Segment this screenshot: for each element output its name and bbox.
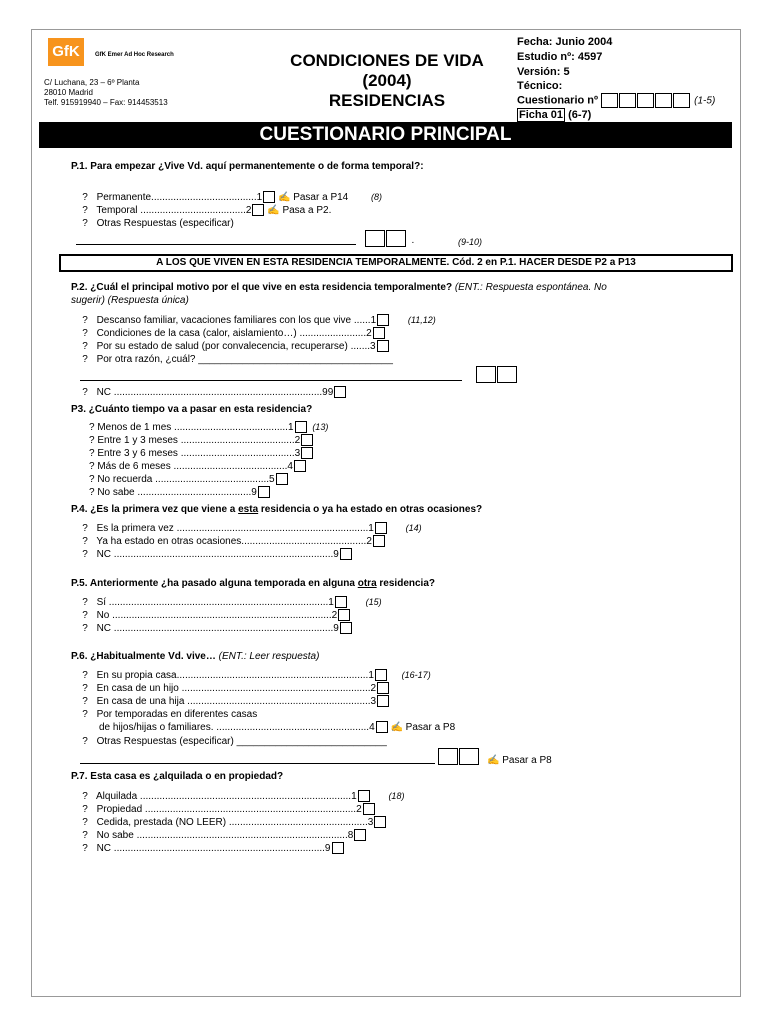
p4-checkbox-9[interactable]: [340, 548, 352, 560]
p2-checkbox-1[interactable]: [377, 314, 389, 326]
p2-option-2-label: Condiciones de la casa (calor, aislamiento…) ........................2: [96, 328, 372, 339]
p6-question-text: P.6. ¿Habitualmente Vd. vive…: [71, 651, 216, 662]
p3-option-4: [89, 460, 306, 473]
address-line-2: 28010 Madrid: [44, 88, 93, 97]
p7-option-2-label: Propiedad ............................................................................2: [96, 804, 362, 815]
p4-option-1: [79, 522, 422, 535]
p2-option-4-label: Por otra razón, ¿cuál? ___________________________________: [96, 354, 393, 365]
p6-other-line[interactable]: [80, 763, 435, 764]
p2-option-3: [79, 340, 389, 353]
bullet-mark: ?: [82, 354, 88, 365]
p1-code-box-1[interactable]: [365, 230, 385, 247]
p3-checkbox-1[interactable]: [295, 421, 307, 433]
p1-option-1: [79, 191, 382, 204]
p4-option-2: [79, 535, 385, 548]
p3-checkbox-4[interactable]: [294, 460, 306, 472]
p7-option-3-label: Cedida, prestada (NO LEER) ..................................................3: [96, 817, 374, 828]
p1-code-boxes: [365, 230, 414, 248]
p7-option-3: [79, 816, 386, 829]
p7-option-1-label: Alquilada ............................................................................1: [96, 791, 357, 802]
p5-checkbox-2[interactable]: [338, 609, 350, 621]
p6-code-box-1[interactable]: [438, 748, 458, 765]
p3-checkbox-5[interactable]: [276, 473, 288, 485]
bullet-mark: ?: [82, 610, 88, 621]
p3-option-1: [89, 421, 328, 434]
company-name: GfK Emer Ad Hoc Research: [95, 52, 174, 58]
p3-checkbox-3[interactable]: [301, 447, 313, 459]
bullet-mark: ?: [82, 817, 88, 828]
p7-option-5: [79, 842, 344, 855]
p6-question-note: (ENT.: Leer respuesta): [218, 651, 320, 662]
ficha-row: [517, 108, 591, 123]
p6-option-4-label: Por temporadas en diferentes casas: [96, 709, 258, 720]
cuestionario-box-5[interactable]: [673, 93, 690, 108]
p5-checkbox-9[interactable]: [340, 622, 352, 634]
p6-question: [71, 651, 319, 662]
p3-option-1-label: ? Menos de 1 mes .........................................1: [89, 422, 294, 433]
p2-option-5-label: NC ...........................................................................99: [96, 387, 334, 398]
p6-option-2-label: En casa de un hijo ....................................................................2: [96, 683, 377, 694]
cuestionario-code: (1-5): [694, 95, 716, 107]
p6-option-4-label-2: de hijos/hijas o familiares. .......................................................4: [99, 722, 375, 733]
cuestionario-box-2[interactable]: [619, 93, 636, 108]
bullet-mark: ?: [82, 804, 88, 815]
p2-code-boxes: [476, 366, 518, 384]
bullet-mark: ?: [82, 341, 88, 352]
ficha-code: (6-7): [568, 109, 592, 121]
p5-question-emphasis: otra: [357, 578, 377, 589]
p2-option-1-label: Descanso familiar, vacaciones familiares con los que vive ......1: [96, 315, 377, 326]
p2-option-5: [79, 386, 346, 399]
p7-code: (18): [388, 791, 405, 801]
p3-checkbox-9[interactable]: [258, 486, 270, 498]
tecnico: Técnico:: [517, 80, 563, 92]
p7-option-1: [79, 790, 404, 803]
p6-other-note: ✍ Pasar a P8: [487, 755, 552, 766]
p2-checkbox-3[interactable]: [377, 340, 389, 352]
p2-code: (11,12): [407, 315, 436, 325]
p4-code: (14): [405, 523, 422, 533]
p4-question-emphasis: esta: [238, 504, 259, 515]
p1-option-2: [79, 204, 331, 217]
p6-option-5-label: Otras Respuestas (especificar) ___________________________: [96, 736, 387, 747]
p5-question: [71, 578, 435, 589]
p1-option-2-label: Temporal ......................................2: [96, 205, 252, 216]
p6-option-1: [79, 669, 431, 682]
bullet-mark: ?: [82, 696, 88, 707]
bullet-mark: ?: [82, 387, 88, 398]
p7-checkbox-1[interactable]: [358, 790, 370, 802]
address-line-3: Telf. 915919940 – Fax: 914453513: [44, 98, 168, 107]
bullet-mark: ?: [82, 205, 88, 216]
version: Versión: 5: [517, 66, 570, 78]
p2-checkbox-99[interactable]: [334, 386, 346, 398]
p7-checkbox-3[interactable]: [374, 816, 386, 828]
p6-checkbox-1[interactable]: [375, 669, 387, 681]
p4-question-post: residencia o ya ha estado en otras ocasiones?: [258, 504, 483, 515]
p7-option-2: [79, 803, 375, 816]
p1-code: (8): [371, 192, 383, 202]
p5-option-1: [79, 596, 382, 609]
p3-option-2: [89, 434, 313, 447]
p6-code: (16-17): [401, 670, 431, 680]
p4-question: [71, 504, 482, 515]
section-banner: CUESTIONARIO PRINCIPAL: [39, 122, 732, 148]
bullet-mark: ?: [82, 218, 88, 229]
p1-code-box-2[interactable]: [386, 230, 406, 247]
bullet-mark: ?: [82, 843, 88, 854]
p2-code-box-2[interactable]: [497, 366, 517, 383]
p2-question-note: (ENT.: Respuesta espontánea. No: [454, 282, 607, 293]
p5-checkbox-1[interactable]: [335, 596, 347, 608]
p1-option-2-note: ✍ Pasa a P2.: [267, 205, 332, 216]
bullet-mark: ?: [82, 597, 88, 608]
p5-option-2: [79, 609, 350, 622]
p6-option-4-note: ✍ Pasar a P8: [390, 722, 456, 733]
p4-option-3: [79, 548, 352, 561]
p6-option-4-cont: [99, 721, 455, 734]
p6-option-4: [79, 708, 257, 721]
p4-question-pre: P.4. ¿Es la primera vez que viene a: [71, 504, 239, 515]
p1-option-1-label: Permanente......................................1: [96, 192, 263, 203]
p4-option-3-label: NC ...............................................................................9: [96, 549, 339, 560]
p4-checkbox-1[interactable]: [375, 522, 387, 534]
estudio: Estudio nº: 4597: [517, 51, 603, 63]
p1-line-code: (9-10): [458, 237, 483, 247]
doc-title-line-1: CONDICIONES DE VIDA: [290, 51, 484, 70]
p6-code-boxes: [438, 748, 480, 766]
cuestionario-box-4[interactable]: [655, 93, 672, 108]
p5-option-3: [79, 622, 352, 635]
p3-option-5: [89, 473, 288, 486]
p1-checkbox-1[interactable]: [263, 191, 275, 203]
p3-option-4-label: ? Más de 6 meses .........................................4: [89, 461, 293, 472]
p7-option-4-label: No sabe ............................................................................8: [96, 830, 354, 841]
p2-question: [71, 282, 607, 293]
ficha-label: Ficha 01: [519, 109, 564, 121]
p5-option-2-label: No ...............................................................................2: [96, 610, 338, 621]
p2-option-4: [79, 353, 393, 366]
p2-code-box-1[interactable]: [476, 366, 496, 383]
p5-option-3-label: NC ...............................................................................9: [96, 623, 339, 634]
bullet-mark: ?: [82, 736, 88, 747]
p3-code: (13): [312, 422, 329, 432]
p6-checkbox-4[interactable]: [376, 721, 388, 733]
temporal-notice: A LOS QUE VIVEN EN ESTA RESIDENCIA TEMPORALMENTE. Cód. 2 en P.1. HACER DESDE P2 a P13: [59, 254, 733, 272]
gfk-logo: GfK: [48, 38, 84, 66]
p3-option-6-label: ? No sabe .........................................9: [89, 487, 257, 498]
doc-title-line-2: (2004): [362, 71, 412, 90]
bullet-mark: ?: [82, 709, 88, 720]
p4-option-2-label: Ya ha estado en otras ocasiones.............................................2: [96, 536, 372, 547]
bullet-mark: ?: [82, 315, 88, 326]
p6-checkbox-2[interactable]: [377, 682, 389, 694]
bullet-mark: ?: [82, 830, 88, 841]
p1-specify-line[interactable]: [76, 244, 356, 245]
cuestionario-row: [517, 93, 715, 108]
p6-code-box-2[interactable]: [459, 748, 479, 765]
p2-question-note-2: sugerir) (Respuesta única): [71, 295, 189, 306]
bullet-mark: ?: [82, 683, 88, 694]
p6-option-2: [79, 682, 389, 695]
p2-option-2: [79, 327, 385, 340]
cuestionario-box-1[interactable]: [601, 93, 618, 108]
bullet-mark: ?: [82, 328, 88, 339]
p3-option-3: [89, 447, 313, 460]
cuestionario-box-3[interactable]: [637, 93, 654, 108]
bullet-mark: ?: [82, 791, 88, 802]
p7-checkbox-2[interactable]: [363, 803, 375, 815]
p6-option-1-label: En su propia casa.....................................................................1: [96, 670, 374, 681]
bullet-mark: ?: [82, 670, 88, 681]
p7-question: P.7. Esta casa es ¿alquilada o en propiedad?: [71, 771, 284, 782]
p1-option-1-note: ✍ Pasar a P14: [277, 192, 349, 203]
bullet-mark: ?: [82, 536, 88, 547]
p2-option-1: [79, 314, 436, 327]
p1-line-end: .: [411, 235, 415, 246]
p7-checkbox-9[interactable]: [332, 842, 344, 854]
p3-option-5-label: ? No recuerda .........................................5: [89, 474, 275, 485]
p6-option-3-label: En casa de una hija ..................................................................3: [96, 696, 377, 707]
bullet-mark: ?: [82, 549, 88, 560]
p1-checkbox-2[interactable]: [252, 204, 264, 216]
p6-option-3: [79, 695, 389, 708]
p6-option-5: [79, 735, 387, 748]
p1-option-3: [79, 217, 234, 230]
p2-question-text: P.2. ¿Cuál el principal motivo por el que vive en esta residencia temporalmente?: [71, 282, 453, 293]
p4-option-1-label: Es la primera vez .....................................................................1: [96, 523, 374, 534]
p3-checkbox-2[interactable]: [301, 434, 313, 446]
p7-option-5-label: NC ............................................................................9: [96, 843, 331, 854]
p6-checkbox-3[interactable]: [377, 695, 389, 707]
p5-code: (15): [365, 597, 382, 607]
p7-option-4: [79, 829, 366, 842]
bullet-mark: ?: [82, 623, 88, 634]
cuestionario-label: Cuestionario nº: [517, 94, 599, 107]
p3-option-3-label: ? Entre 3 y 6 meses .........................................3: [89, 448, 301, 459]
p5-option-1-label: Sí ...............................................................................1: [96, 597, 334, 608]
p5-question-pre: P.5. Anteriormente ¿ha pasado alguna temporada en alguna: [71, 578, 358, 589]
p2-option-3-label: Por su estado de salud (por convalecencia, recuperarse) .......3: [96, 341, 376, 352]
p2-other-line[interactable]: [80, 380, 462, 381]
p1-question: P.1. Para empezar ¿Vive Vd. aquí permanentemente o de forma temporal?:: [71, 161, 424, 172]
p2-checkbox-2[interactable]: [373, 327, 385, 339]
doc-title-line-3: RESIDENCIAS: [328, 91, 446, 110]
p7-checkbox-8[interactable]: [354, 829, 366, 841]
address-line-1: C/ Luchana, 23 – 6º Planta: [44, 78, 140, 87]
bullet-mark: ?: [82, 523, 88, 534]
p4-checkbox-2[interactable]: [373, 535, 385, 547]
p2-question-line-2: [71, 295, 189, 306]
p3-option-6: [89, 486, 270, 499]
p3-question: P3. ¿Cuánto tiempo va a pasar en esta residencia?: [71, 404, 313, 415]
fecha: Fecha: Junio 2004: [517, 36, 613, 48]
p1-option-3-label: Otras Respuestas (especificar): [96, 218, 234, 229]
p3-option-2-label: ? Entre 1 y 3 meses .........................................2: [89, 435, 301, 446]
bullet-mark: ?: [82, 192, 88, 203]
p5-question-post: residencia?: [376, 578, 435, 589]
